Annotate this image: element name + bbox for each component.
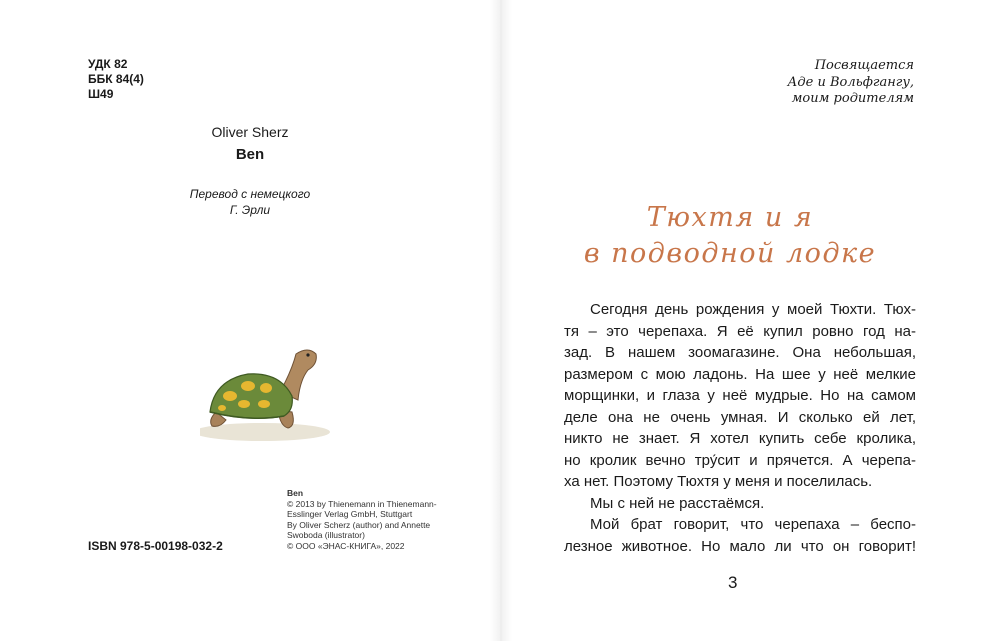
turtle-illustration <box>200 340 335 445</box>
story-line: размером с мою ладонь. На шее у неё мелкие <box>564 365 916 383</box>
turtle-eye <box>306 353 309 356</box>
shell-spot <box>223 391 237 401</box>
shell-spot <box>260 383 272 393</box>
turtle-shell <box>210 374 292 418</box>
isbn: ISBN 978-5-00198-032-2 <box>88 539 223 553</box>
shell-spot <box>218 405 226 411</box>
story-line: Мы с ней не расстаёмся. <box>590 494 765 512</box>
copyright-line: © ООО «ЭНАС-КНИГА», 2022 <box>287 540 405 551</box>
translator-name: Г. Эрли <box>229 203 271 217</box>
story-line: но кролик вечно тру́сит и прячется. А черепа- <box>564 451 916 469</box>
story-line: никто не знает. Я хотел купить себе кролика, <box>564 430 916 447</box>
dedication-line: Аде и Вольфгангу, <box>787 74 914 90</box>
story-line: Мой брат говорит, что черепаха – беспо- <box>590 516 916 533</box>
story-line: зад. В нашем зоомагазине. Она небольшая, <box>564 344 916 361</box>
story-line: тя – это черепаха. Я её купил ровно год на- <box>564 322 916 340</box>
left-page <box>0 0 500 641</box>
copyright-block <box>287 488 447 551</box>
story-line: Сегодня день рождения у моей Тюхти. Тюх- <box>590 301 916 318</box>
shell-spot <box>241 381 255 391</box>
translation-credit <box>150 186 350 218</box>
chapter-title <box>530 200 930 272</box>
page-number: 3 <box>728 573 738 592</box>
shell-spot <box>238 400 250 408</box>
book-gutter <box>490 0 512 641</box>
story-line: деле она не очень умная. И сколько ей лет, <box>564 408 916 426</box>
copyright-line: © 2013 by Thienemann in Thienemann- <box>287 498 437 509</box>
chapter-title-line: в подводной лодке <box>583 238 877 269</box>
dedication-line: моим родителям <box>791 91 914 106</box>
author-mark: Ш49 <box>88 87 114 101</box>
classification-codes <box>88 57 144 102</box>
book-title: Ben <box>235 146 265 163</box>
copyright-line: Esslinger Verlag GmbH, Stuttgart <box>287 509 413 519</box>
copyright-line: Swoboda (illustrator) <box>287 530 365 540</box>
shell-spot <box>258 400 270 408</box>
story-line: лезное животное. Но мало ли что он говорит! <box>564 537 916 555</box>
story-line: морщинки, и глаза у неё мудрые. Но на самом <box>564 387 916 404</box>
translation-line: Перевод с немецкого <box>189 187 311 201</box>
bbk-code: ББК 84(4) <box>88 72 144 86</box>
copyright-line: By Oliver Scherz (author) and Annette <box>287 519 431 530</box>
story-text <box>564 299 916 557</box>
udc-code: УДК 82 <box>88 57 128 71</box>
copyright-original-title: Ben <box>287 488 304 498</box>
chapter-title-line: Тюхтя и я <box>646 202 814 233</box>
author-name: Oliver Sherz <box>211 124 289 140</box>
dedication-line: Посвящается <box>814 58 914 73</box>
story-line: ха нет. Поэтому Тюхтя у меня и поселилась. <box>564 473 873 490</box>
dedication <box>788 58 914 108</box>
